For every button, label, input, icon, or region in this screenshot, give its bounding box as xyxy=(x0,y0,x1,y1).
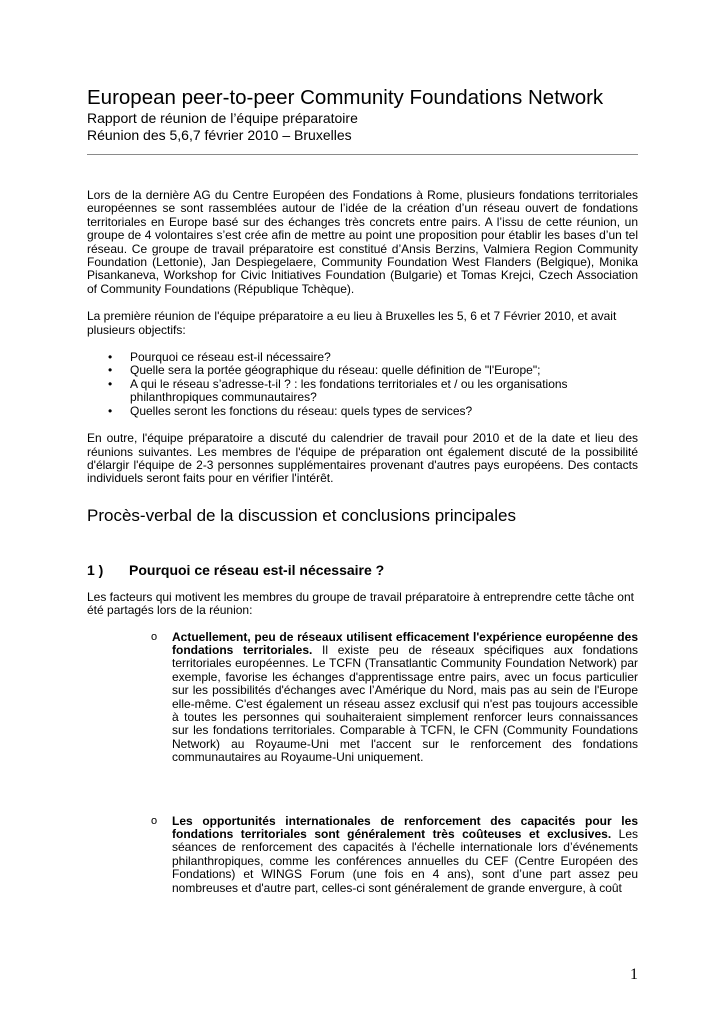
motivation-paragraph: Les facteurs qui motivent les membres du groupe de travail préparatoire à entreprendre cette tâche ont été partagés lors de la réunion: xyxy=(87,589,634,618)
motivation-points xyxy=(151,631,638,896)
question-title: Pourquoi ce réseau est-il nécessaire ? xyxy=(129,561,385,578)
circle-bullet-icon: o xyxy=(151,630,158,643)
objective-item: • A qui le réseau s’adresse-t-il ? : les fondations territoriales et / ou les organisations philanthropiques communautaires? xyxy=(108,376,568,405)
meeting-date-line: Réunion des 5,6,7 février 2010 – Bruxelles xyxy=(87,126,352,143)
point-heading: Actuellement, peu de réseaux utilisent efficacement l'expérience européenne des fondations territoriales. xyxy=(172,629,638,657)
point-heading: Les opportunités internationales de renforcement des capacités pour les fondations territoriales sont généralement très coûteuses et exclusives. xyxy=(172,813,638,841)
objective-item: • Quelle sera la portée géographique du réseau: quelle définition de "l'Europe"; xyxy=(108,363,541,378)
document-body xyxy=(87,189,638,895)
page-number: 1 xyxy=(630,966,638,983)
intro-paragraph: Lors de la dernière AG du Centre Européen des Fondations à Rome, plusieurs fondations territoriales européennes se sont rassemblées autour de l’idée de la création d’un réseau ouvert de fondations territoriales en Europe basé sur des échanges très concrets entre pairs. A l’issu de cette réunion, un groupe de 4 volontaires s’est crée afin de mettre au point une proposition pour établir les bases d’un tel réseau. Ce groupe de travail préparatoire est constitué d’Ansis Berzins, Valmiera Region Community Foundation (Lettonie), Jan Despiegelaere, Community Foundation West Flanders (Belgique), Monika Pisankaneva, Workshop for Civic Initiatives Foundation (Bulgarie) et Tomas Krejci, Czech Association of Community Foundations (République Tchèque). xyxy=(87,188,638,296)
calendar-paragraph: En outre, l'équipe préparatoire a discuté du calendrier de travail pour 2010 et de la date et lieu des réunions suivantes. Les membres de l'équipe de préparation ont également discuté de la possibilité d'élargir l'équipe de 2-3 personnes supplémentaires provenant d'autres pays européens. Des contacts individuels seront faits pour en vérifier l'intérêt. xyxy=(87,431,638,486)
document-title: European peer-to-peer Community Foundations Network xyxy=(87,86,604,109)
objectives-intro-paragraph: La première réunion de l'équipe préparatoire a eu lieu à Bruxelles les 5, 6 et 7 Février 2010, et avait plusieurs objectifs: xyxy=(87,309,617,337)
question-number: 1 ) xyxy=(87,561,104,578)
section-heading: Procès-verbal de la discussion et conclusions principales xyxy=(87,505,516,525)
bullet-icon: • xyxy=(108,350,113,365)
bullet-icon: • xyxy=(108,363,113,378)
document-header xyxy=(87,86,638,143)
bullet-icon: • xyxy=(108,403,113,418)
header-divider xyxy=(87,154,638,155)
point-text: Les séances de renforcement des capacités à l'échelle internationale lors d’événements philanthropiques, comme les conférences annuelles du CEF (Centre Européen des Fondations) et WINGS Forum (une fois en 4 ans), sont d’une part assez peu nombreuses et d'autre part, celles-ci sont généralement de grande envergure, à coût xyxy=(172,827,638,895)
circle-bullet-icon: o xyxy=(151,814,158,827)
bullet-icon: • xyxy=(108,376,113,391)
motivation-point xyxy=(151,815,638,895)
objectives-list xyxy=(87,351,638,418)
objective-item: • Quelles seront les fonctions du réseau: quels types de services? xyxy=(108,403,473,418)
question-heading xyxy=(87,562,638,579)
objective-item: • Pourquoi ce réseau est-il nécessaire? xyxy=(108,350,331,365)
document-subtitle: Rapport de réunion de l’équipe préparatoire xyxy=(87,110,358,126)
motivation-point xyxy=(151,631,638,765)
point-text: Il existe peu de réseaux spécifiques aux fondations territoriales européennes. Le TCFN (Transatlantic Community Foundation Network) par exemple, favorise les échanges d'apprentissage entre pairs, avec un focus particulier sur les possibilités d'échanges avec l’Amérique du Nord, mais pas au sein de l'Europe elle-même. C'est également un réseau assez exclusif qui n'est pas toujours accessible à toutes les personnes qui souhaiteraient simplement renforcer leurs connaissances sur les fondations territoriales. Comparable à TCFN, le CFN (Community Foundations Network) au Royaume-Uni met l'accent sur le renforcement des fondations communautaires au Royaume-Uni uniquement. xyxy=(172,642,638,765)
